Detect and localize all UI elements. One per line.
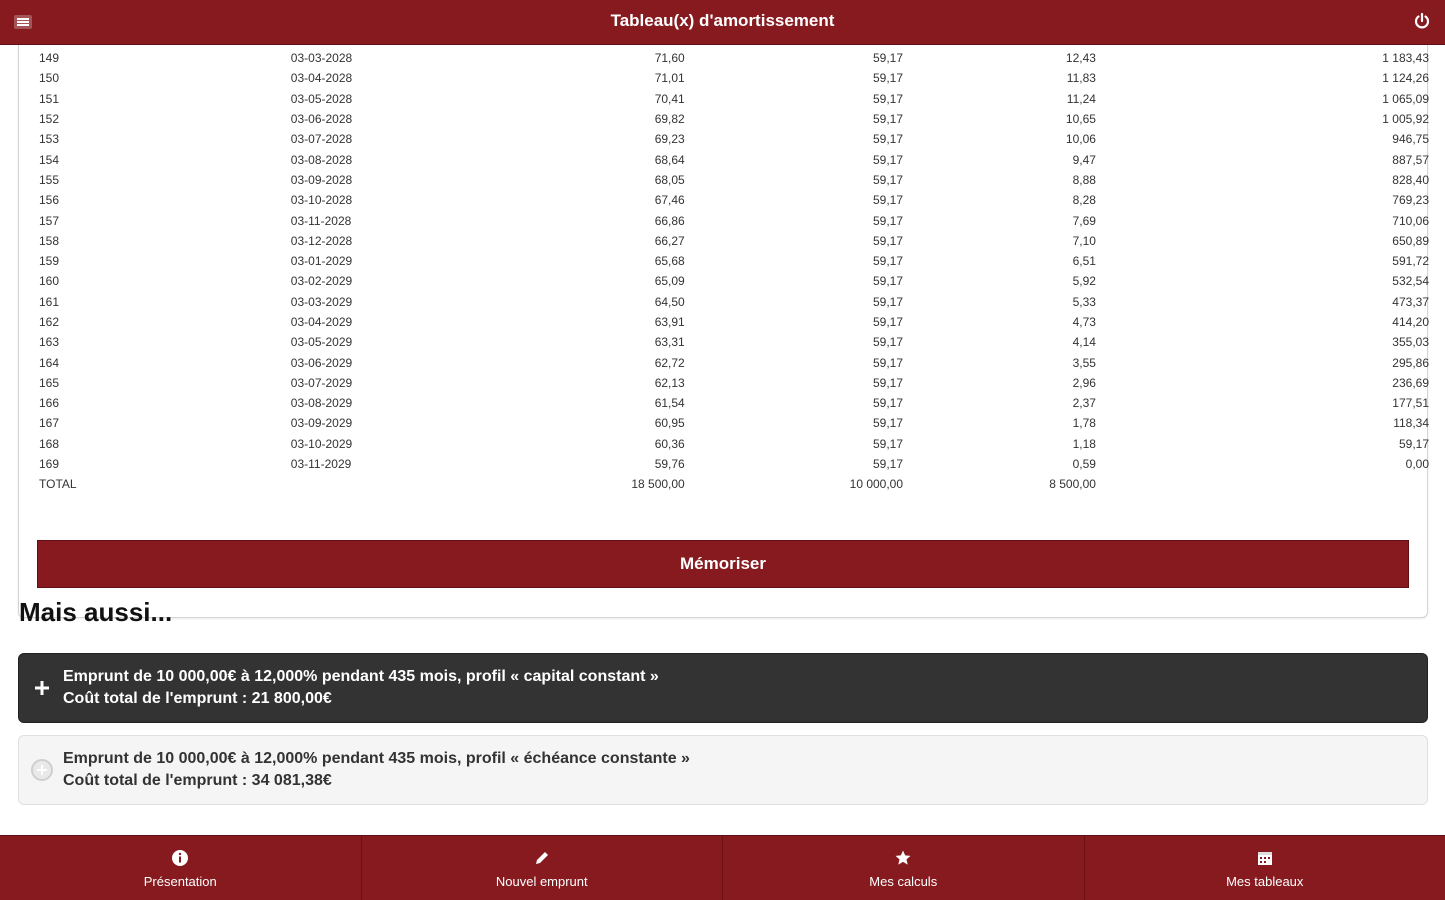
table-cell: 151: [39, 91, 60, 106]
table-cell: 03-03-2028: [290, 51, 353, 66]
table-cell: 59,17: [873, 71, 904, 86]
table-cell: 64,50: [654, 294, 685, 309]
table-cell: 5,92: [1072, 274, 1096, 289]
table-row: [39, 68, 1429, 88]
table-row: [39, 352, 1429, 372]
app-header: [0, 0, 1445, 45]
table-cell: 1 065,09: [1382, 91, 1429, 106]
table-cell: 59,17: [873, 436, 904, 451]
loan-description: Emprunt de 10 000,00€ à 12,000% pendant 435 mois, profil « échéance constante »: [63, 750, 690, 767]
table-cell: 7,10: [1072, 233, 1096, 248]
table-cell: 03-10-2029: [290, 436, 353, 451]
table-row: [39, 210, 1429, 230]
table-cell: 946,75: [1392, 132, 1429, 147]
tab-label: Présentation: [143, 873, 217, 889]
table-row: [39, 434, 1429, 454]
table-row: [39, 393, 1429, 413]
table-cell: 155: [39, 172, 60, 187]
loan-total-cost: Coût total de l'emprunt : 34 081,38€: [63, 772, 332, 789]
table-row: [39, 89, 1429, 109]
table-row: [39, 332, 1429, 352]
table-cell: 03-04-2028: [290, 71, 353, 86]
table-row: [39, 292, 1429, 312]
table-cell: 769,23: [1392, 193, 1429, 208]
table-row: [39, 231, 1429, 251]
table-cell: 156: [39, 193, 60, 208]
table-cell: 59,76: [654, 457, 685, 472]
tab-label: Mes calculs: [869, 873, 938, 889]
table-total-row: [39, 474, 1429, 494]
table-cell: 71,60: [654, 51, 685, 66]
table-cell: 59,17: [873, 416, 904, 431]
bottom-tab-bar: [0, 835, 1445, 900]
tab-mes-tableaux[interactable]: [1085, 836, 1445, 900]
table-cell: 59,17: [873, 213, 904, 228]
table-cell: 03-07-2029: [290, 375, 353, 390]
table-cell: 165: [39, 375, 60, 390]
pencil-icon: [533, 848, 551, 868]
table-cell: 68,64: [654, 152, 685, 167]
table-cell: 152: [39, 112, 60, 127]
table-cell: 59,17: [873, 355, 904, 370]
table-cell: 1 183,43: [1382, 51, 1429, 66]
table-cell: 1,18: [1072, 436, 1096, 451]
table-cell: 6,51: [1072, 254, 1096, 269]
plus-icon: [31, 759, 53, 781]
table-cell: 59,17: [873, 233, 904, 248]
table-cell: 03-12-2028: [290, 233, 353, 248]
table-cell: 1,78: [1072, 416, 1096, 431]
table-cell: 9,47: [1072, 152, 1096, 167]
table-cell: 154: [39, 152, 60, 167]
table-cell: 59,17: [873, 152, 904, 167]
tab-label: Mes tableaux: [1226, 873, 1304, 889]
table-cell: 03-03-2029: [290, 294, 353, 309]
table-row: [39, 109, 1429, 129]
table-cell: 177,51: [1392, 396, 1429, 411]
table-cell: 69,23: [654, 132, 685, 147]
table-cell: 59,17: [873, 172, 904, 187]
table-cell: 1 005,92: [1382, 112, 1429, 127]
table-row: [39, 251, 1429, 271]
table-cell: 59,17: [873, 132, 904, 147]
table-cell: 166: [39, 396, 60, 411]
table-total-cell: 18 500,00: [631, 477, 685, 492]
table-cell: 1 124,26: [1382, 71, 1429, 86]
table-cell: 164: [39, 355, 60, 370]
table-cell: 62,72: [654, 355, 685, 370]
table-cell: 59,17: [873, 193, 904, 208]
table-cell: 236,69: [1392, 375, 1429, 390]
table-cell: 63,31: [654, 335, 685, 350]
table-total-cell: [1096, 474, 1429, 494]
table-cell: 59,17: [873, 457, 904, 472]
table-cell: 60,95: [654, 416, 685, 431]
table-cell: 8,88: [1072, 172, 1096, 187]
table-row: [39, 413, 1429, 433]
table-cell: 03-08-2028: [290, 152, 353, 167]
table-cell: 59,17: [873, 375, 904, 390]
table-cell: 66,27: [654, 233, 685, 248]
plus-icon: [31, 677, 53, 699]
calendar-icon: [1256, 848, 1274, 868]
table-cell: 11,83: [1066, 71, 1096, 86]
info-icon: [171, 848, 189, 868]
table-cell: 71,01: [654, 71, 685, 86]
table-row: [39, 373, 1429, 393]
table-cell: 65,68: [654, 254, 685, 269]
memoriser-button[interactable]: Mémoriser: [37, 540, 1409, 588]
page-title: Tableau(x) d'amortissement: [610, 11, 835, 30]
table-cell: 828,40: [1392, 172, 1429, 187]
table-cell: 160: [39, 274, 60, 289]
table-cell: 03-08-2029: [290, 396, 353, 411]
table-cell: 63,91: [654, 315, 685, 329]
table-cell: 7,69: [1072, 213, 1096, 228]
table-cell: 59,17: [873, 51, 904, 66]
table-cell: 60,36: [654, 436, 685, 451]
table-cell: 8,28: [1072, 193, 1096, 208]
table-cell: 4,73: [1072, 315, 1096, 329]
star-icon: [894, 848, 912, 868]
table-cell: 68,05: [654, 172, 685, 187]
table-cell: 12,43: [1065, 51, 1096, 66]
amortization-card: [18, 45, 1428, 618]
table-cell: 163: [39, 335, 60, 350]
table-cell: 03-04-2029: [290, 315, 353, 329]
table-cell: 69,82: [654, 112, 685, 127]
table-cell: 03-09-2029: [290, 416, 353, 431]
table-cell: 03-09-2028: [290, 172, 353, 187]
table-cell: 473,37: [1392, 294, 1429, 309]
table-cell: 03-07-2028: [290, 132, 353, 147]
table-cell: 03-10-2028: [290, 193, 353, 208]
table-cell: 03-11-2028: [290, 213, 352, 228]
table-cell: 11,24: [1066, 91, 1096, 106]
table-cell: 03-05-2028: [290, 91, 353, 106]
table-cell: 161: [39, 294, 60, 309]
section-title: Mais aussi...: [19, 597, 173, 627]
table-row: [39, 190, 1429, 210]
table-cell: 59,17: [873, 335, 904, 350]
table-cell: 532,54: [1392, 274, 1429, 289]
table-cell: 59,17: [873, 396, 904, 411]
table-cell: 355,03: [1392, 335, 1429, 350]
table-total-cell: 8 500,00: [1049, 477, 1096, 492]
table-row: [39, 312, 1429, 332]
loan-suggestion-item[interactable]: [18, 653, 1428, 723]
table-cell: 158: [39, 233, 60, 248]
table-cell: 2,37: [1072, 396, 1096, 411]
table-total-cell: 10 000,00: [849, 477, 904, 492]
table-cell: 162: [39, 315, 60, 329]
main-content: [0, 45, 1445, 835]
table-cell: 59,17: [873, 294, 904, 309]
table-cell: 0,59: [1072, 457, 1096, 472]
table-row: [39, 129, 1429, 149]
table-cell: 167: [39, 416, 60, 431]
table-cell: 149: [39, 51, 60, 66]
table-cell: 59,17: [1398, 436, 1429, 451]
table-row: [39, 48, 1429, 68]
table-cell: 153: [39, 132, 60, 147]
table-row: [39, 454, 1429, 474]
table-cell: 03-01-2029: [290, 254, 353, 269]
loan-description: Emprunt de 10 000,00€ à 12,000% pendant 435 mois, profil « capital constant »: [63, 668, 659, 685]
table-row: [39, 271, 1429, 291]
table-cell: 414,20: [1392, 315, 1429, 329]
table-cell: 10,06: [1065, 132, 1096, 147]
table-cell: 59,17: [873, 274, 904, 289]
table-total-cell: [291, 474, 464, 494]
table-cell: 650,89: [1392, 233, 1429, 248]
table-cell: 66,86: [654, 213, 685, 228]
table-cell: 61,54: [654, 396, 685, 411]
tab-nouvel-emprunt[interactable]: [362, 836, 724, 900]
table-cell: 168: [39, 436, 60, 451]
table-cell: 118,34: [1393, 416, 1429, 431]
table-cell: 03-06-2028: [290, 112, 353, 127]
tab-label: Nouvel emprunt: [495, 873, 588, 889]
table-cell: 295,86: [1392, 355, 1429, 370]
table-cell: 62,13: [654, 375, 685, 390]
table-cell: 03-06-2029: [290, 355, 353, 370]
amortization-table: [39, 48, 1429, 495]
table-cell: 59,17: [873, 254, 904, 269]
table-cell: 5,33: [1072, 294, 1096, 309]
table-cell: 150: [39, 71, 60, 86]
table-row: [39, 149, 1429, 169]
table-cell: 03-02-2029: [290, 274, 353, 289]
table-cell: 65,09: [654, 274, 685, 289]
loan-suggestion-item[interactable]: [18, 735, 1428, 805]
table-cell: 887,57: [1392, 152, 1429, 167]
table-cell: 70,41: [654, 91, 685, 106]
table-cell: 2,96: [1072, 375, 1096, 390]
tab-presentation[interactable]: [0, 836, 362, 900]
table-cell: 03-05-2029: [290, 335, 353, 350]
table-cell: 10,65: [1065, 112, 1096, 127]
table-total-cell: TOTAL: [39, 477, 77, 492]
table-cell: 67,46: [654, 193, 685, 208]
table-cell: 59,17: [873, 315, 904, 329]
table-cell: 03-11-2029: [290, 457, 352, 472]
table-cell: 591,72: [1392, 254, 1429, 269]
table-cell: 710,06: [1392, 213, 1429, 228]
table-cell: 3,55: [1072, 355, 1096, 370]
power-icon[interactable]: [1411, 10, 1433, 32]
table-cell: 59,17: [873, 112, 904, 127]
table-cell: 169: [39, 457, 60, 472]
tab-mes-calculs[interactable]: [723, 836, 1085, 900]
loan-total-cost: Coût total de l'emprunt : 21 800,00€: [63, 690, 332, 707]
table-cell: 159: [39, 254, 60, 269]
table-row: [39, 170, 1429, 190]
table-cell: 0,00: [1405, 457, 1429, 472]
table-cell: 59,17: [873, 91, 904, 106]
table-cell: 157: [39, 213, 60, 228]
table-cell: 4,14: [1072, 335, 1096, 350]
